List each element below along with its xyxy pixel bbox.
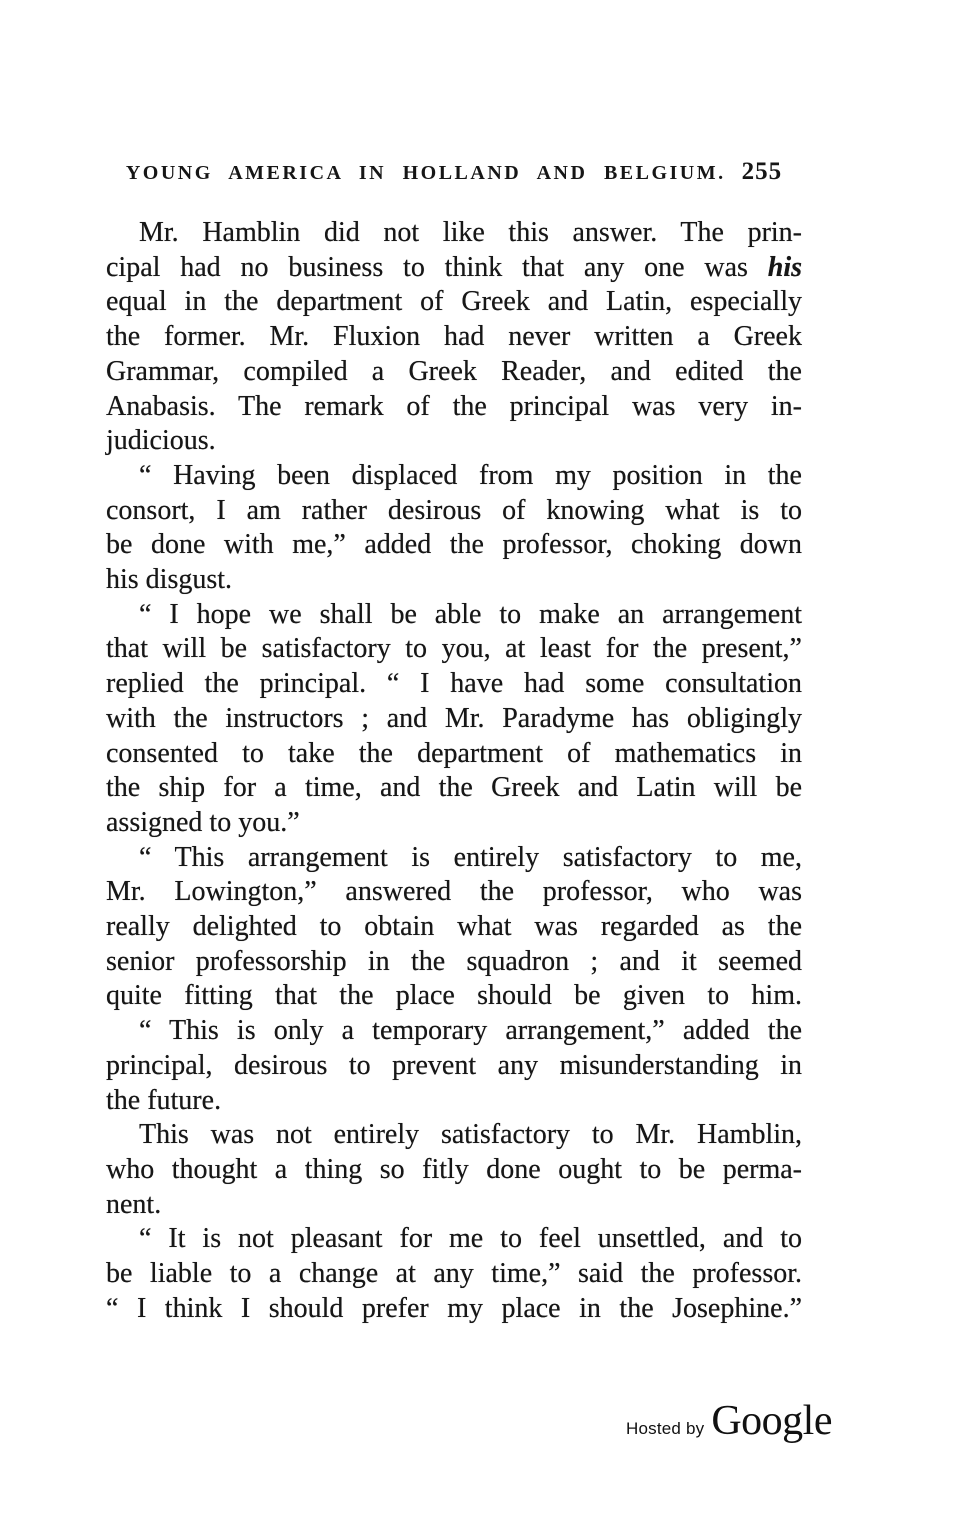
text-line: replied the principal. “ I have had some consultation: [106, 668, 802, 700]
text-line: quite fitting that the place should be given to him.: [106, 980, 802, 1012]
text-line: his disgust.: [106, 564, 233, 596]
text-line: the former. Mr. Fluxion had never written a Greek: [106, 321, 802, 353]
google-logo-text: Google: [711, 1398, 832, 1444]
text-line: consented to take the department of mathematics in: [106, 737, 802, 769]
text-line: the future.: [106, 1084, 222, 1116]
text-line: equal in the department of Greek and Latin, especially: [106, 286, 802, 318]
page-body: [106, 216, 802, 1327]
hosted-by-label: Hosted by: [626, 1419, 705, 1438]
text-line: be done with me,” added the professor, choking down: [106, 529, 802, 561]
text-line: that will be satisfactory to you, at least for the present,”: [106, 633, 802, 665]
paragraph: [106, 1118, 802, 1222]
text-line: with the instructors ; and Mr. Paradyme has obligingly: [106, 702, 802, 734]
text-line: assigned to you.”: [106, 806, 300, 838]
text-line: who thought a thing so fitly done ought to be perma-: [106, 1153, 802, 1185]
text-line: judicious.: [106, 425, 216, 457]
paragraph: [106, 1222, 802, 1326]
text-line: be liable to a change at any time,” said the professor.: [106, 1258, 802, 1290]
running-title: YOUNG AMERICA IN HOLLAND AND BELGIUM.: [125, 162, 726, 184]
paragraph: [106, 598, 802, 841]
paragraph: [106, 841, 802, 1015]
text-line: cipal had no business to think that any one was his: [106, 251, 802, 283]
text-line: “ This is only a temporary arrangement,” added the: [139, 1015, 802, 1047]
paragraph: [106, 459, 802, 598]
running-head: [106, 158, 802, 186]
text-line: really delighted to obtain what was regarded as the: [106, 911, 802, 943]
text-line: Mr. Lowington,” answered the professor, who was: [106, 876, 802, 908]
footer: [626, 1400, 832, 1442]
page-number: 255: [741, 158, 783, 185]
text-line: principal, desirous to prevent any misunderstanding in: [106, 1049, 802, 1081]
text-line: “ This arrangement is entirely satisfactory to me,: [139, 841, 802, 873]
text-line: Anabasis. The remark of the principal was very in-: [106, 390, 802, 422]
text-line: “ I think I should prefer my place in the Josephine.”: [106, 1292, 802, 1324]
text-line: “ Having been displaced from my position in the: [139, 459, 802, 491]
text-line: consort, I am rather desirous of knowing what is to: [106, 494, 802, 526]
text-line: “ I hope we shall be able to make an arrangement: [139, 598, 802, 630]
paragraph: [106, 216, 802, 459]
text-line: “ It is not pleasant for me to feel unsettled, and to: [139, 1223, 802, 1255]
text-line: nent.: [106, 1188, 162, 1220]
text-line: senior professorship in the squadron ; and it seemed: [106, 945, 802, 977]
text-line: Mr. Hamblin did not like this answer. The prin-: [139, 217, 802, 248]
text-line: This was not entirely satisfactory to Mr. Hamblin,: [139, 1119, 802, 1151]
text-line: the ship for a time, and the Greek and Latin will be: [106, 772, 802, 804]
paragraph: [106, 1014, 802, 1118]
text-line: Grammar, compiled a Greek Reader, and edited the: [106, 355, 802, 387]
